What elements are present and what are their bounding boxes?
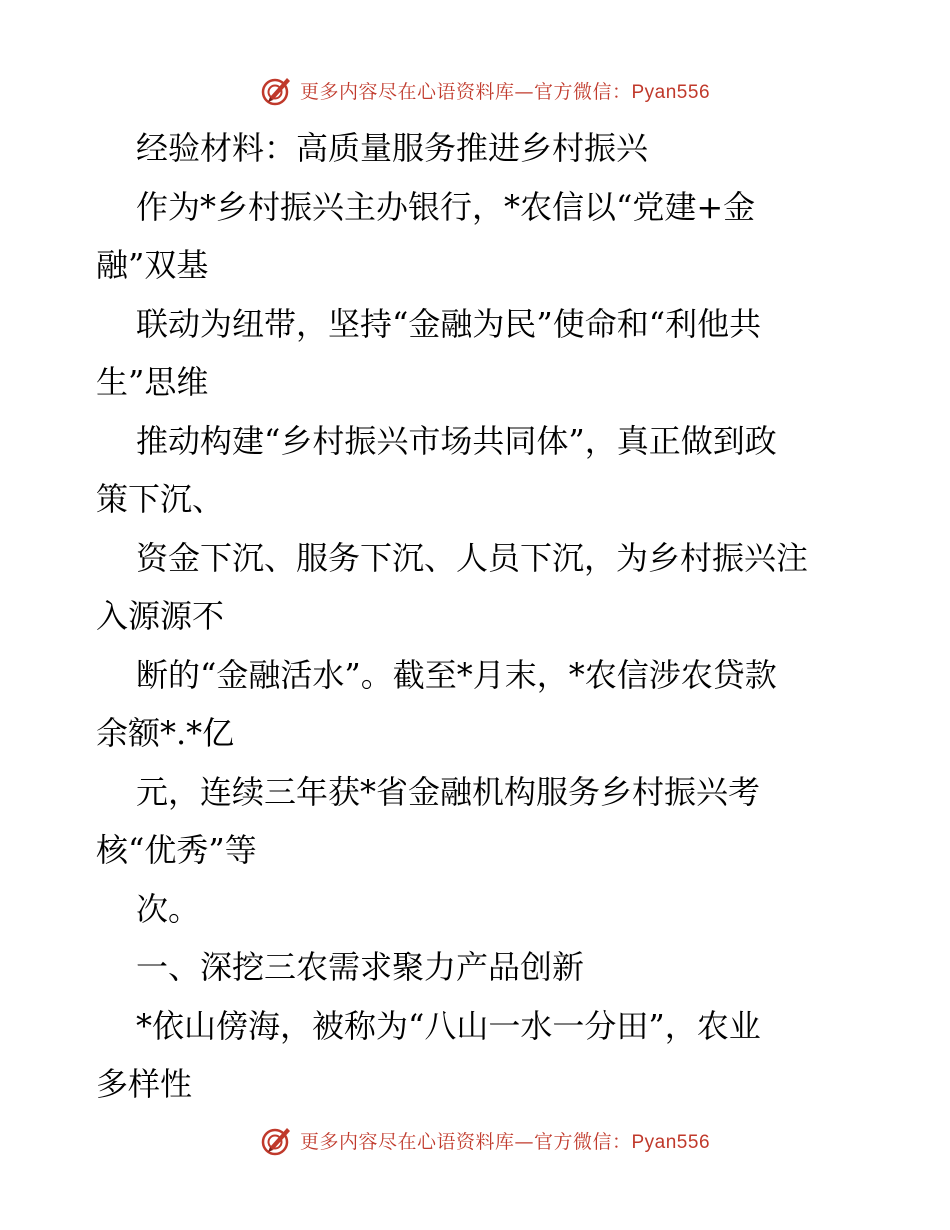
document-line: 策下沉、 bbox=[96, 480, 225, 518]
document-line: 资金下沉、服务下沉、人员下沉，为乡村振兴注 bbox=[136, 538, 809, 577]
header-banner bbox=[0, 70, 950, 110]
footer-banner-text bbox=[300, 1127, 710, 1154]
pen-logo-icon bbox=[260, 73, 294, 107]
document-line: 经验材料：高质量服务推进乡村振兴 bbox=[136, 129, 649, 167]
footer-banner-label: 更多内容尽在心语资料库—官方微信： bbox=[299, 1130, 632, 1153]
document-line: 一、深挖三农需求聚力产品创新 bbox=[136, 948, 585, 986]
footer-banner bbox=[0, 1120, 950, 1160]
document-line: 余额*.*亿 bbox=[96, 714, 235, 752]
header-banner-label: 更多内容尽在心语资料库—官方微信： bbox=[299, 80, 632, 103]
document-line: 推动构建“乡村振兴市场共同体”，真正做到政 bbox=[136, 421, 777, 460]
document-line: 多样性 bbox=[96, 1065, 193, 1103]
document-line: 融”双基 bbox=[96, 246, 209, 284]
document-line: 生”思维 bbox=[96, 363, 209, 401]
document-line: 入源源不 bbox=[96, 597, 225, 635]
document-body bbox=[96, 119, 856, 1114]
document-line: 元，连续三年获*省金融机构服务乡村振兴考 bbox=[136, 772, 761, 811]
document-line: 联动为纽带，坚持“金融为民”使命和“利他共 bbox=[136, 304, 762, 343]
document-line: 断的“金融活水”。截至*月末，*农信涉农贷款 bbox=[136, 655, 777, 694]
header-banner-text bbox=[300, 77, 710, 104]
header-banner-wechat-id: Pyan556 bbox=[631, 81, 711, 103]
footer-banner-content bbox=[260, 1123, 710, 1157]
document-line: 作为*乡村振兴主办银行，*农信以“党建+金 bbox=[136, 187, 756, 226]
document-line: *依山傍海，被称为“八山一水一分田”，农业 bbox=[136, 1006, 761, 1045]
pen-logo-icon bbox=[260, 1123, 294, 1157]
document-line: 次。 bbox=[136, 889, 201, 928]
header-banner-content bbox=[260, 73, 710, 107]
document-line: 核“优秀”等 bbox=[96, 831, 257, 869]
footer-banner-wechat-id: Pyan556 bbox=[631, 1131, 711, 1153]
